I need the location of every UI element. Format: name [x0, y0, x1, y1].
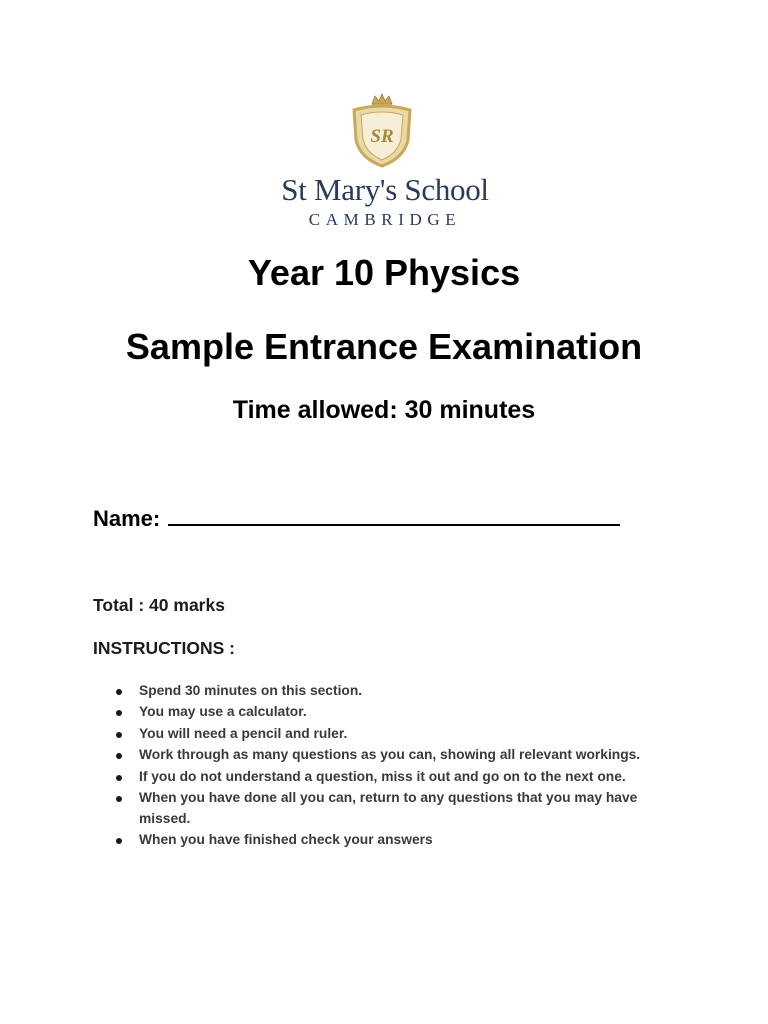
list-item	[114, 767, 674, 788]
school-name: St Mary's School	[281, 172, 489, 207]
bullet-icon	[116, 796, 122, 802]
svg-text:SR: SR	[370, 126, 394, 147]
bullet-icon	[116, 710, 122, 716]
name-label: Name:	[93, 506, 161, 531]
bullet-icon	[116, 775, 122, 781]
exam-subtitle: Sample Entrance Examination	[125, 326, 643, 367]
list-item	[114, 745, 674, 766]
exam-title: Year 10 Physics	[247, 252, 521, 293]
school-logo	[262, 90, 508, 230]
name-field	[93, 502, 620, 532]
instruction-text: When you have finished check your answers	[139, 832, 433, 848]
bullet-icon	[116, 732, 122, 738]
list-item	[114, 788, 674, 830]
instruction-text: You will need a pencil and ruler.	[139, 725, 348, 741]
name-blank-line[interactable]	[168, 502, 620, 526]
total-marks: Total : 40 marks	[93, 595, 225, 615]
list-item	[114, 724, 674, 745]
instructions-heading: INSTRUCTIONS :	[93, 638, 235, 658]
instructions-list	[114, 681, 674, 852]
list-item	[114, 681, 674, 702]
school-city: CAMBRIDGE	[308, 210, 462, 229]
list-item	[114, 702, 674, 723]
instruction-text: Spend 30 minutes on this section.	[139, 683, 363, 698]
crowned-shield-crest-icon	[350, 92, 414, 168]
instruction-text: Work through as many questions as you can, showing all relevant workings.	[139, 747, 641, 763]
bullet-icon	[116, 689, 122, 695]
bullet-icon	[116, 838, 122, 844]
bullet-icon	[116, 753, 122, 759]
list-item	[114, 830, 674, 851]
instruction-text: If you do not understand a question, miss it out and go on to the next one.	[139, 768, 626, 784]
instruction-text: You may use a calculator.	[139, 704, 307, 720]
instruction-text: When you have done all you can, return to any questions that you may have missed.	[139, 789, 638, 826]
time-allowed: Time allowed: 30 minutes	[232, 396, 536, 424]
